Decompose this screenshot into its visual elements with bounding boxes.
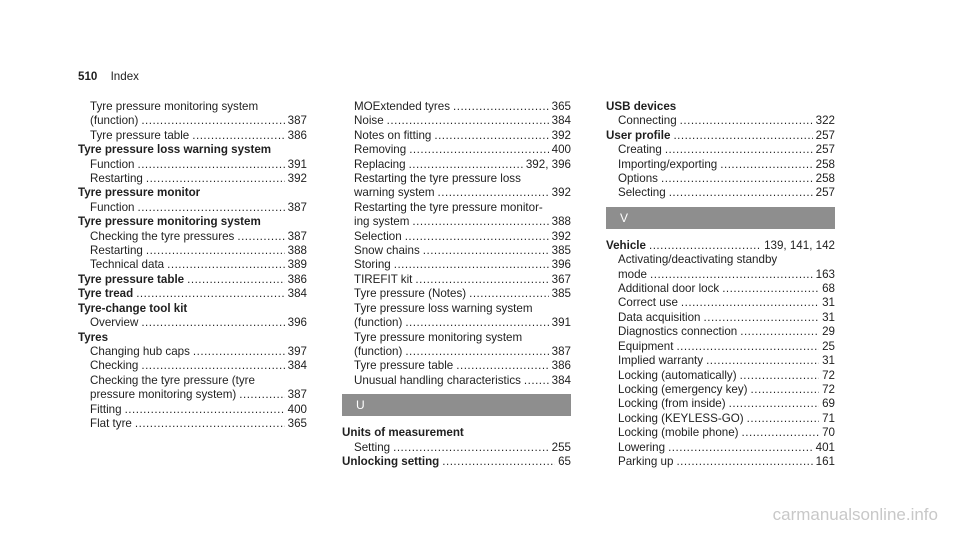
dot-leader bbox=[237, 230, 284, 244]
entry-text: Checking bbox=[90, 359, 139, 373]
entry-text: Tyre pressure loss warning system bbox=[78, 143, 272, 157]
entry-text: Changing hub caps bbox=[90, 344, 190, 358]
index-subentry bbox=[342, 172, 571, 186]
entry-text: Fitting bbox=[90, 402, 122, 416]
dot-leader bbox=[665, 143, 813, 157]
entry-text: Replacing bbox=[354, 157, 406, 171]
index-subentry bbox=[606, 340, 835, 354]
page-reference: 139, 141, 142 bbox=[764, 238, 835, 252]
page-reference: 391 bbox=[287, 157, 307, 171]
index-subentry bbox=[78, 345, 307, 359]
dot-leader bbox=[668, 441, 813, 455]
dot-leader bbox=[669, 186, 813, 200]
dot-leader bbox=[747, 412, 819, 426]
page-reference: 400 bbox=[551, 143, 571, 157]
page-reference: 392 bbox=[551, 229, 571, 243]
entry-text: Snow chains bbox=[354, 244, 420, 258]
dot-leader bbox=[141, 316, 284, 330]
dot-leader bbox=[137, 158, 284, 172]
page-reference: 384 bbox=[551, 114, 571, 128]
entry-text: Tyre-change tool kit bbox=[78, 301, 188, 315]
index-subentry bbox=[606, 369, 835, 383]
dot-leader bbox=[409, 158, 523, 172]
index-subentry bbox=[606, 253, 835, 267]
entry-text: Tyre tread bbox=[78, 287, 134, 301]
dot-leader bbox=[141, 114, 284, 128]
index-entry bbox=[78, 186, 307, 200]
index-subentry bbox=[78, 374, 307, 388]
dot-leader bbox=[453, 100, 549, 114]
entry-text: Function bbox=[90, 200, 135, 214]
page-reference: 367 bbox=[551, 272, 571, 286]
index-subentry bbox=[606, 383, 835, 397]
dot-leader bbox=[394, 258, 549, 272]
page-reference: 397 bbox=[287, 344, 307, 358]
dot-leader bbox=[434, 129, 548, 143]
entry-text: Removing bbox=[354, 143, 407, 157]
page-reference: 389 bbox=[287, 258, 307, 272]
entry-text: Tyre pressure table bbox=[354, 359, 454, 373]
page-reference: 257 bbox=[815, 143, 835, 157]
entry-text: Unusual handling characteristics bbox=[354, 373, 521, 387]
entry-text: Restarting the tyre pressure loss bbox=[354, 172, 521, 186]
page-reference: 72 bbox=[822, 368, 835, 382]
entry-text: Tyre pressure (Notes) bbox=[354, 287, 467, 301]
index-column-2 bbox=[342, 100, 571, 469]
page-reference: 387 bbox=[287, 114, 307, 128]
index-entry bbox=[342, 426, 571, 440]
index-subentry bbox=[342, 359, 571, 373]
entry-text: Restarting bbox=[90, 172, 143, 186]
entry-text: Checking the tyre pressures bbox=[90, 229, 235, 243]
section-letter-header: U bbox=[342, 394, 571, 416]
index-subentry bbox=[606, 354, 835, 368]
index-subentry bbox=[342, 143, 571, 157]
dot-leader bbox=[239, 388, 284, 402]
entry-text: Tyre pressure loss warning system bbox=[354, 301, 533, 315]
entry-text: Connecting bbox=[618, 114, 677, 128]
entry-text: Tyre pressure monitoring system bbox=[78, 215, 261, 229]
index-subentry bbox=[342, 374, 571, 388]
page-number: 510 bbox=[78, 70, 98, 83]
dot-leader bbox=[742, 426, 820, 440]
entry-text: Storing bbox=[354, 258, 391, 272]
index-subentry bbox=[606, 268, 835, 282]
index-subentry bbox=[342, 273, 571, 287]
dot-leader bbox=[405, 316, 548, 330]
index-subentry bbox=[342, 129, 571, 143]
page-reference: 387 bbox=[287, 388, 307, 402]
dot-leader bbox=[650, 268, 813, 282]
index-subentry bbox=[606, 426, 835, 440]
dot-leader bbox=[387, 114, 549, 128]
page-reference: 365 bbox=[551, 100, 571, 113]
page-reference: 385 bbox=[551, 244, 571, 258]
page-reference: 69 bbox=[822, 397, 835, 411]
page-reference: 384 bbox=[551, 373, 571, 387]
index-subentry bbox=[342, 215, 571, 229]
entry-text: Locking (KEYLESS-GO) bbox=[618, 411, 744, 425]
page-reference: 392 bbox=[551, 186, 571, 200]
dot-leader bbox=[146, 244, 285, 258]
page-reference: 387 bbox=[287, 200, 307, 214]
index-entry bbox=[78, 287, 307, 301]
entry-text: Unlocking setting bbox=[342, 454, 440, 468]
dot-leader bbox=[442, 455, 555, 469]
dot-leader bbox=[680, 114, 813, 128]
page-reference: 384 bbox=[287, 359, 307, 373]
entry-text: Tyre pressure monitoring system bbox=[90, 100, 259, 113]
entry-text: (function) bbox=[354, 316, 403, 330]
page-reference: 161 bbox=[815, 454, 835, 468]
dot-leader bbox=[722, 282, 819, 296]
entry-text: Selection bbox=[354, 229, 402, 243]
dot-leader bbox=[415, 273, 548, 287]
entry-text: pressure monitoring system) bbox=[90, 388, 237, 402]
entry-text: Selecting bbox=[618, 186, 666, 200]
index-subentry bbox=[606, 441, 835, 455]
index-subentry bbox=[606, 311, 835, 325]
dot-leader bbox=[740, 369, 820, 383]
dot-leader bbox=[187, 273, 285, 287]
index-column-1 bbox=[78, 100, 307, 431]
index-subentry bbox=[78, 244, 307, 258]
dot-leader bbox=[193, 345, 285, 359]
page-reference: 384 bbox=[287, 287, 307, 301]
index-subentry bbox=[342, 100, 571, 114]
page-reference: 258 bbox=[815, 157, 835, 171]
page-reference: 255 bbox=[551, 440, 571, 454]
entry-text: Lowering bbox=[618, 440, 666, 454]
index-entry bbox=[78, 331, 307, 345]
entry-text: Tyre pressure monitoring system bbox=[354, 330, 523, 344]
index-subentry bbox=[342, 114, 571, 128]
page-reference: 365 bbox=[287, 416, 307, 430]
index-entry bbox=[78, 302, 307, 316]
index-subentry bbox=[606, 325, 835, 339]
page-reference: 31 bbox=[822, 310, 835, 324]
page-reference: 258 bbox=[815, 172, 835, 186]
index-subentry bbox=[342, 345, 571, 359]
entry-text: Restarting bbox=[90, 244, 143, 258]
entry-text: Checking the tyre pressure (tyre bbox=[90, 373, 255, 387]
index-subentry bbox=[342, 441, 571, 455]
index-subentry bbox=[606, 114, 835, 128]
dot-leader bbox=[137, 201, 284, 215]
dot-leader bbox=[135, 417, 285, 431]
page-header bbox=[78, 70, 139, 83]
index-subentry bbox=[78, 316, 307, 330]
page-reference: 68 bbox=[822, 282, 835, 296]
dot-leader bbox=[438, 186, 549, 200]
index-entry bbox=[342, 455, 571, 469]
index-entry bbox=[78, 143, 307, 157]
dot-leader bbox=[469, 287, 549, 301]
page-reference: 387 bbox=[551, 344, 571, 358]
index-entry bbox=[78, 215, 307, 229]
index-subentry bbox=[78, 403, 307, 417]
page-reference: 392 bbox=[287, 172, 307, 186]
entry-text: Locking (emergency key) bbox=[618, 382, 748, 396]
page-reference: 70 bbox=[822, 426, 835, 440]
index-subentry bbox=[342, 201, 571, 215]
index-subentry bbox=[78, 201, 307, 215]
entry-text: (function) bbox=[354, 344, 403, 358]
index-subentry bbox=[78, 359, 307, 373]
index-subentry bbox=[342, 186, 571, 200]
dot-leader bbox=[676, 455, 812, 469]
page-reference: 401 bbox=[815, 440, 835, 454]
page-reference: 29 bbox=[822, 325, 835, 339]
entry-text: Tyre pressure table bbox=[90, 128, 190, 142]
entry-text: Locking (automatically) bbox=[618, 368, 737, 382]
index-subentry bbox=[78, 172, 307, 186]
entry-text: Tyre pressure table bbox=[78, 272, 185, 286]
index-subentry bbox=[342, 302, 571, 316]
dot-leader bbox=[146, 172, 285, 186]
dot-leader bbox=[167, 258, 285, 272]
page-reference: 322 bbox=[815, 114, 835, 128]
page-reference: 71 bbox=[822, 411, 835, 425]
page-reference: 257 bbox=[815, 128, 835, 142]
page-reference: 385 bbox=[551, 287, 571, 301]
page-reference: 31 bbox=[822, 354, 835, 368]
page-title: Index bbox=[110, 70, 139, 83]
entry-text: Equipment bbox=[618, 339, 674, 353]
watermark: carmanualsonline.info bbox=[772, 505, 938, 524]
index-subentry bbox=[606, 143, 835, 157]
index-subentry bbox=[606, 282, 835, 296]
index-subentry bbox=[78, 417, 307, 431]
entry-text: warning system bbox=[354, 186, 435, 200]
entry-text: User profile bbox=[606, 128, 671, 142]
dot-leader bbox=[393, 441, 549, 455]
entry-text: Diagnostics connection bbox=[618, 325, 738, 339]
entry-text: MOExtended tyres bbox=[354, 100, 451, 113]
index-subentry bbox=[606, 455, 835, 469]
index-subentry bbox=[606, 186, 835, 200]
entry-text: mode bbox=[618, 267, 648, 281]
index-subentry bbox=[78, 114, 307, 128]
page-reference: 72 bbox=[822, 382, 835, 396]
page-reference: 396 bbox=[287, 316, 307, 330]
page-reference: 392 bbox=[551, 128, 571, 142]
dot-leader bbox=[706, 354, 819, 368]
index-entry bbox=[78, 273, 307, 287]
entry-text: Implied warranty bbox=[618, 354, 704, 368]
entry-text: Setting bbox=[354, 440, 391, 454]
index-entry bbox=[606, 100, 835, 114]
page-reference: 387 bbox=[287, 229, 307, 243]
index-subentry bbox=[342, 230, 571, 244]
index-subentry bbox=[78, 100, 307, 114]
entry-text: (function) bbox=[90, 114, 139, 128]
page-reference: 386 bbox=[287, 272, 307, 286]
entry-text: Options bbox=[618, 172, 658, 186]
index-subentry bbox=[606, 397, 835, 411]
entry-text: Notes on fitting bbox=[354, 128, 432, 142]
page-reference: 386 bbox=[287, 128, 307, 142]
entry-text: Vehicle bbox=[606, 238, 646, 252]
dot-leader bbox=[673, 129, 812, 143]
dot-leader bbox=[423, 244, 549, 258]
entry-text: USB devices bbox=[606, 100, 677, 113]
dot-leader bbox=[720, 158, 812, 172]
dot-leader bbox=[676, 340, 819, 354]
index-entry bbox=[606, 129, 835, 143]
entry-text: Noise bbox=[354, 114, 384, 128]
entry-text: Locking (mobile phone) bbox=[618, 426, 739, 440]
index-subentry bbox=[342, 287, 571, 301]
entry-text: Importing/exporting bbox=[618, 157, 718, 171]
dot-leader bbox=[661, 172, 813, 186]
entry-text: Technical data bbox=[90, 258, 165, 272]
entry-text: Additional door lock bbox=[618, 282, 720, 296]
page-reference: 400 bbox=[287, 402, 307, 416]
index-entry bbox=[606, 239, 835, 253]
page-reference: 257 bbox=[815, 186, 835, 200]
entry-text: Tyres bbox=[78, 330, 109, 344]
index-subentry bbox=[78, 258, 307, 272]
entry-text: TIREFIT kit bbox=[354, 272, 413, 286]
entry-text: Overview bbox=[90, 316, 139, 330]
index-subentry bbox=[342, 331, 571, 345]
page-reference: 163 bbox=[815, 267, 835, 281]
dot-leader bbox=[409, 143, 548, 157]
entry-text: Tyre pressure monitor bbox=[78, 186, 201, 200]
index-subentry bbox=[606, 412, 835, 426]
entry-text: Flat tyre bbox=[90, 416, 132, 430]
page-reference: 386 bbox=[551, 359, 571, 373]
dot-leader bbox=[136, 287, 284, 301]
page-reference: 31 bbox=[822, 296, 835, 310]
page-reference: 392, 396 bbox=[525, 157, 571, 171]
dot-leader bbox=[192, 129, 284, 143]
dot-leader bbox=[704, 311, 820, 325]
page-reference: 65 bbox=[558, 454, 571, 468]
dot-leader bbox=[729, 397, 819, 411]
page-reference: 388 bbox=[287, 244, 307, 258]
index-subentry bbox=[342, 244, 571, 258]
index-subentry bbox=[78, 158, 307, 172]
section-letter-header: V bbox=[606, 207, 835, 229]
index-subentry bbox=[78, 129, 307, 143]
dot-leader bbox=[405, 345, 548, 359]
index-column-3 bbox=[606, 100, 835, 469]
index-subentry bbox=[342, 258, 571, 272]
entry-text: Correct use bbox=[618, 296, 678, 310]
dot-leader bbox=[751, 383, 820, 397]
index-subentry bbox=[606, 158, 835, 172]
dot-leader bbox=[740, 325, 819, 339]
index-subentry bbox=[606, 172, 835, 186]
entry-text: Units of measurement bbox=[342, 426, 464, 440]
dot-leader bbox=[141, 359, 284, 373]
index-subentry bbox=[342, 316, 571, 330]
entry-text: Locking (from inside) bbox=[618, 397, 726, 411]
dot-leader bbox=[412, 215, 548, 229]
index-subentry bbox=[78, 388, 307, 402]
dot-leader bbox=[649, 239, 761, 253]
page-reference: 388 bbox=[551, 215, 571, 229]
entry-text: Creating bbox=[618, 143, 662, 157]
entry-text: Parking up bbox=[618, 454, 674, 468]
entry-text: Function bbox=[90, 157, 135, 171]
index-subentry bbox=[342, 158, 571, 172]
page-reference: 391 bbox=[551, 316, 571, 330]
dot-leader bbox=[456, 359, 548, 373]
dot-leader bbox=[125, 403, 285, 417]
dot-leader bbox=[681, 296, 819, 310]
index-subentry bbox=[78, 230, 307, 244]
dot-leader bbox=[524, 374, 549, 388]
page-reference: 25 bbox=[822, 339, 835, 353]
entry-text: Restarting the tyre pressure monitor- bbox=[354, 200, 543, 214]
entry-text: Data acquisition bbox=[618, 310, 701, 324]
dot-leader bbox=[405, 230, 549, 244]
index-subentry bbox=[606, 296, 835, 310]
entry-text: Activating/deactivating standby bbox=[618, 253, 778, 267]
page-reference: 396 bbox=[551, 258, 571, 272]
entry-text: ing system bbox=[354, 215, 410, 229]
